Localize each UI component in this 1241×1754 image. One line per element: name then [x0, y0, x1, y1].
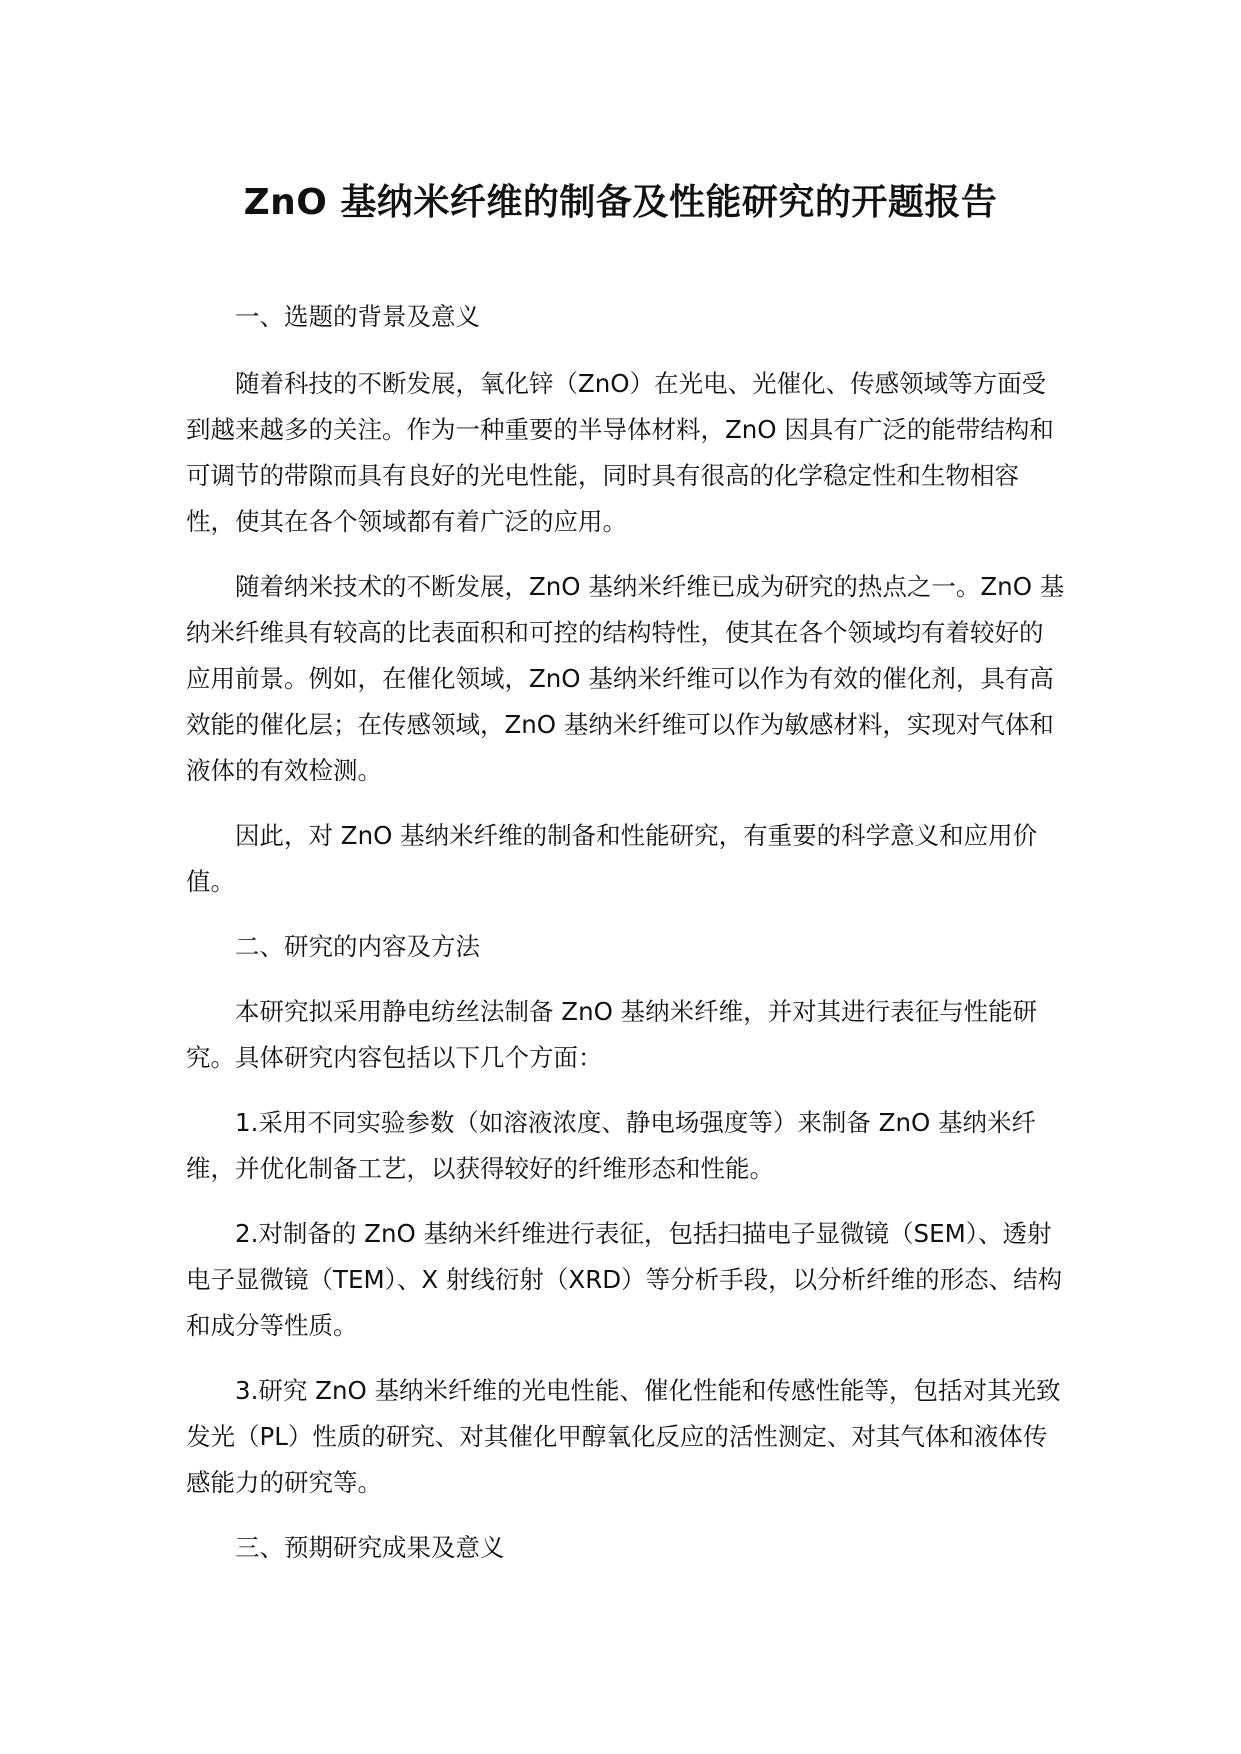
section-heading-background: 一、选题的背景及意义: [235, 302, 480, 331]
paragraph-methods-item-1: 1.采用不同实验参数（如溶液浓度、静电场强度等）来制备 ZnO 基纳米纤维，并优化制备工艺，以获得较好的纤维形态和性能。: [186, 1108, 1037, 1183]
paragraph-background-1: 随着科技的不断发展，氧化锌（ZnO）在光电、光催化、传感领域等方面受到越来越多的关注。作为一种重要的半导体材料，ZnO 因具有广泛的能带结构和可调节的带隙而具有良好的光电性能，同时具有很高的化学稳定性和生物相容性，使其在各个领域都有着广泛的应用。: [186, 369, 1054, 536]
paragraph-background-3: 因此，对 ZnO 基纳米纤维的制备和性能研究，有重要的科学意义和应用价值。: [186, 821, 1038, 896]
document-body: [186, 294, 1066, 1571]
section-heading-content-methods: 二、研究的内容及方法: [235, 932, 480, 961]
paragraph-methods-item-3: 3.研究 ZnO 基纳米纤维的光电性能、催化性能和传感性能等，包括对其光致发光（PL）性质的研究、对其催化甲醇氧化反应的活性测定、对其气体和液体传感能力的研究等。: [186, 1376, 1061, 1497]
paragraph-background-2: 随着纳米技术的不断发展，ZnO 基纳米纤维已成为研究的热点之一。ZnO 基纳米纤维具有较高的比表面积和可控的结构特性，使其在各个领域均有着较好的应用前景。例如，在催化领域，ZnO 基纳米纤维可以作为有效的催化剂，具有高效能的催化层；在传感领域，ZnO 基纳米纤维可以作为敏感材料，实现对气体和液体的有效检测。: [186, 572, 1065, 785]
document-title: ZnO 基纳米纤维的制备及性能研究的开题报告: [243, 182, 998, 223]
paragraph-methods-intro: 本研究拟采用静电纺丝法制备 ZnO 基纳米纤维，并对其进行表征与性能研究。具体研究内容包括以下几个方面：: [186, 997, 1038, 1072]
section-heading-expected-results: 三、预期研究成果及意义: [235, 1533, 505, 1562]
paragraph-methods-item-2: 2.对制备的 ZnO 基纳米纤维进行表征，包括扫描电子显微镜（SEM）、透射电子显微镜（TEM）、X 射线衍射（XRD）等分析手段，以分析纤维的形态、结构和成分等性质。: [186, 1219, 1063, 1340]
